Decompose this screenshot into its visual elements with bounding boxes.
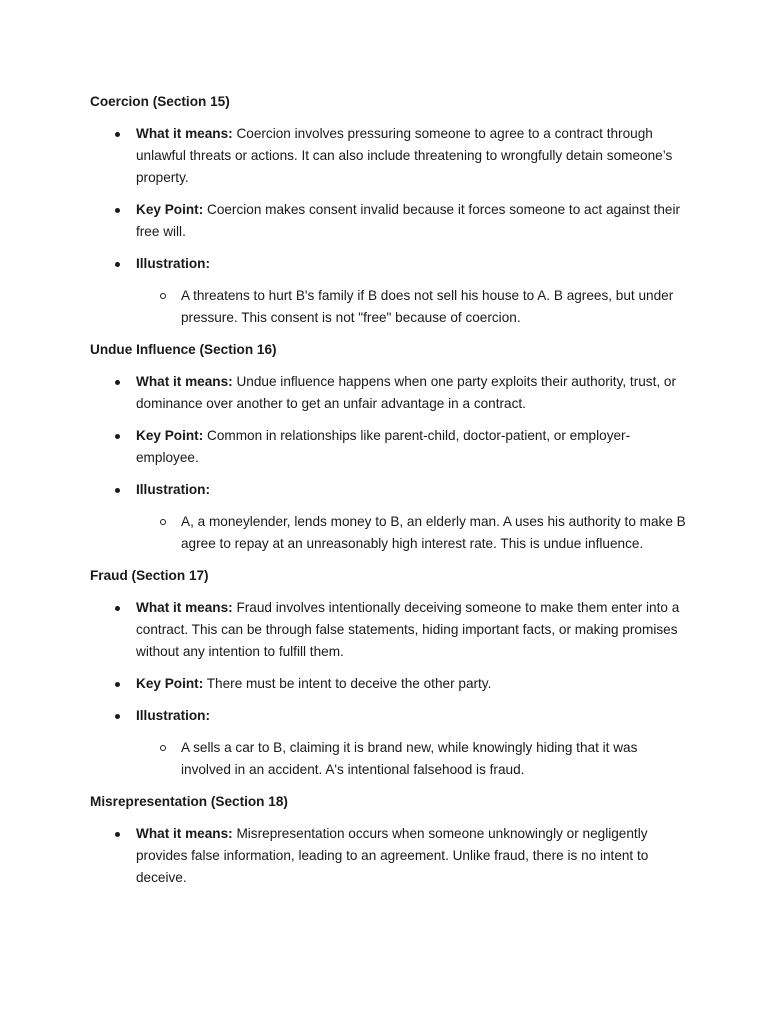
bullet-text: Fraud involves intentionally deceiving someone to make them enter into a contract. This can be through false statements, hiding important facts, or making promises without any intention to fulfill them.	[136, 600, 680, 659]
section-title: Misrepresentation (Section 18)	[90, 794, 288, 809]
bullet-item-meaning	[90, 371, 688, 415]
bullet-text: Coercion involves pressuring someone to agree to a contract through unlawful threats or actions. It can also include threatening to wrongfully detain someone’s property.	[136, 126, 673, 185]
bullet-list	[90, 123, 688, 329]
bullet-item-illustration	[90, 705, 688, 781]
section-title: Coercion (Section 15)	[90, 94, 230, 109]
bullet-label: What it means:	[136, 600, 233, 615]
bullet-list	[90, 371, 688, 555]
bullet-item-illustration	[90, 479, 688, 555]
section-title: Undue Influence (Section 16)	[90, 342, 277, 357]
bullet-item-keypoint	[90, 425, 688, 469]
bullet-item-keypoint	[90, 199, 688, 243]
bullet-list	[90, 823, 688, 889]
sub-bullet-item: A threatens to hurt B's family if B does not sell his house to A. B agrees, but under pressure. This consent is not "free" because of coercion.	[136, 285, 688, 329]
bullet-text: Undue influence happens when one party exploits their authority, trust, or dominance over another to get an unfair advantage in a contract.	[136, 374, 677, 411]
bullet-item-keypoint	[90, 673, 688, 695]
sub-bullet-list	[136, 737, 688, 781]
sub-bullet-item: A, a moneylender, lends money to B, an elderly man. A uses his authority to make B agree to repay at an unreasonably high interest rate. This is undue influence.	[136, 511, 688, 555]
sub-bullet-item: A sells a car to B, claiming it is brand new, while knowingly hiding that it was involved in an accident. A's intentional falsehood is fraud.	[136, 737, 688, 781]
bullet-item-meaning	[90, 123, 688, 189]
bullet-label: What it means:	[136, 374, 233, 389]
bullet-label: Illustration:	[136, 708, 211, 723]
section-undue-influence	[90, 339, 688, 555]
section-misrepresentation	[90, 791, 688, 889]
sub-bullet-list	[136, 511, 688, 555]
section-fraud	[90, 565, 688, 781]
bullet-label: Illustration:	[136, 482, 211, 497]
bullet-text: Common in relationships like parent-child, doctor-patient, or employer-employee.	[136, 428, 631, 465]
bullet-label: Key Point:	[136, 676, 204, 691]
bullet-text: There must be intent to deceive the other party.	[203, 676, 492, 691]
bullet-text: Coercion makes consent invalid because it forces someone to act against their free will.	[136, 202, 681, 239]
bullet-item-meaning	[90, 597, 688, 663]
bullet-text: Misrepresentation occurs when someone unknowingly or negligently provides false information, leading to an agreement. Unlike fraud, there is no intent to deceive.	[136, 826, 649, 885]
bullet-label: Illustration:	[136, 256, 211, 271]
sub-bullet-list	[136, 285, 688, 329]
bullet-label: What it means:	[136, 826, 233, 841]
section-coercion	[90, 91, 688, 329]
section-title: Fraud (Section 17)	[90, 568, 209, 583]
bullet-item-meaning	[90, 823, 688, 889]
bullet-label: Key Point:	[136, 202, 204, 217]
bullet-item-illustration	[90, 253, 688, 329]
bullet-list	[90, 597, 688, 781]
bullet-label: What it means:	[136, 126, 233, 141]
bullet-label: Key Point:	[136, 428, 204, 443]
